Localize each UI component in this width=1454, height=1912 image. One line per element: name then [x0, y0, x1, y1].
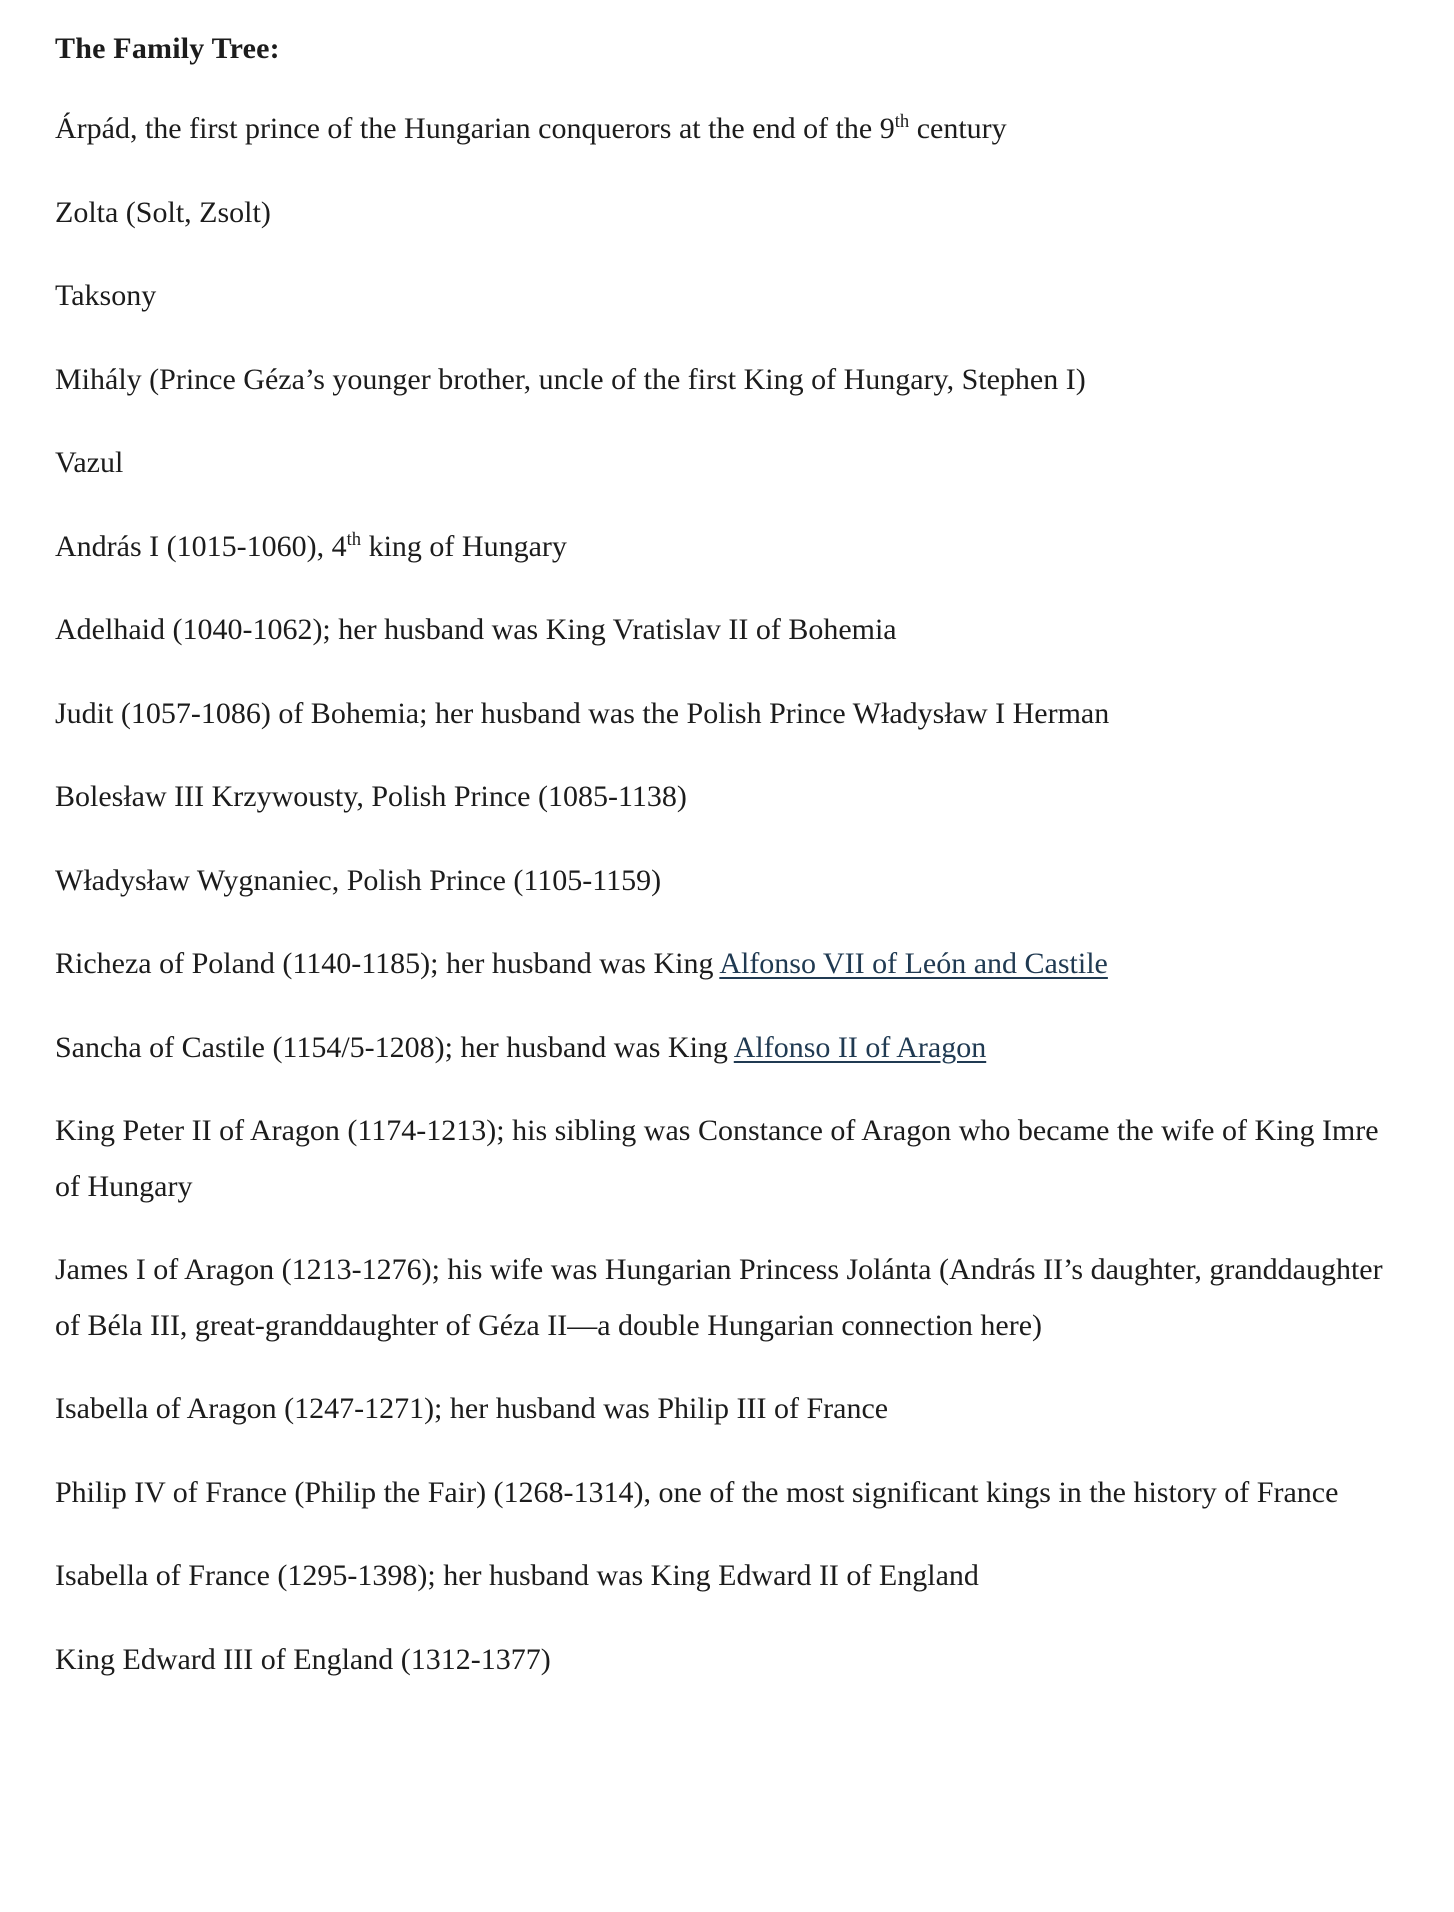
text-segment: century: [909, 112, 1007, 145]
family-tree-entry: [55, 769, 1390, 825]
family-tree-entry: [55, 185, 1390, 241]
text-segment: Árpád, the first prince of the Hungarian conquerors at the end of the 9: [55, 112, 895, 145]
text-segment: King Peter II of Aragon (1174-1213); his sibling was Constance of Aragon who became the wife of King Imre of Hungary: [55, 1114, 1379, 1203]
family-tree-entry: [55, 435, 1390, 491]
family-tree-entry: [55, 1020, 1390, 1076]
text-segment: James I of Aragon (1213-1276); his wife was Hungarian Princess Jolánta (András II’s daughter, granddaughter of Béla III, great-granddaughter of Géza II—a double Hungarian connection here): [55, 1253, 1383, 1342]
document-body: [55, 101, 1390, 1687]
text-segment: Zolta (Solt, Zsolt): [55, 195, 271, 229]
family-tree-entry: [55, 936, 1390, 992]
ordinal-superscript: th: [894, 111, 910, 132]
family-tree-entry: [55, 686, 1390, 742]
text-segment: Vazul: [55, 446, 124, 479]
family-tree-entry: [55, 1381, 1390, 1437]
text-segment: Sancha of Castile (1154/5-1208); her husband was King: [55, 1030, 734, 1064]
text-segment: Bolesław III Krzywousty, Polish Prince (1085-1138): [55, 780, 687, 813]
text-segment: Isabella of France (1295-1398); her husband was King Edward II of England: [55, 1559, 979, 1592]
ordinal-superscript: th: [346, 528, 362, 550]
family-tree-entry: [55, 1465, 1390, 1521]
family-tree-entry: [55, 519, 1390, 575]
family-tree-entry: [55, 1242, 1390, 1353]
family-tree-entry: [55, 352, 1390, 408]
text-segment: András I (1015-1060), 4: [55, 529, 347, 563]
family-tree-entry: [55, 101, 1390, 157]
document-heading: The Family Tree:: [55, 32, 280, 65]
text-segment: Władysław Wygnaniec, Polish Prince (1105-1159): [55, 863, 662, 897]
family-tree-entry: [55, 602, 1390, 658]
text-segment: Mihály (Prince Géza’s younger brother, uncle of the first King of Hungary, Stephen I): [55, 362, 1086, 396]
text-segment: King Edward III of England (1312-1377): [55, 1642, 551, 1676]
family-tree-entry: [55, 268, 1390, 324]
inline-link[interactable]: Alfonso II of Aragon: [733, 1030, 987, 1064]
inline-link[interactable]: Alfonso VII of León and Castile: [719, 947, 1108, 980]
family-tree-entry: [55, 1548, 1390, 1604]
text-segment: king of Hungary: [361, 529, 567, 563]
text-segment: Philip IV of France (Philip the Fair) (1268-1314), one of the most significant kings in the history of France: [55, 1475, 1339, 1509]
family-tree-entry: [55, 1103, 1390, 1214]
text-segment: Judit (1057-1086) of Bohemia; her husband was the Polish Prince Władysław I Herman: [55, 696, 1110, 730]
text-segment: Richeza of Poland (1140-1185); her husband was King: [55, 947, 720, 980]
family-tree-entry: [55, 1632, 1390, 1688]
text-segment: Adelhaid (1040-1062); her husband was King Vratislav II of Bohemia: [55, 613, 897, 646]
text-segment: Taksony: [55, 279, 157, 312]
text-segment: Isabella of Aragon (1247-1271); her husband was Philip III of France: [55, 1392, 889, 1425]
family-tree-entry: [55, 853, 1390, 909]
